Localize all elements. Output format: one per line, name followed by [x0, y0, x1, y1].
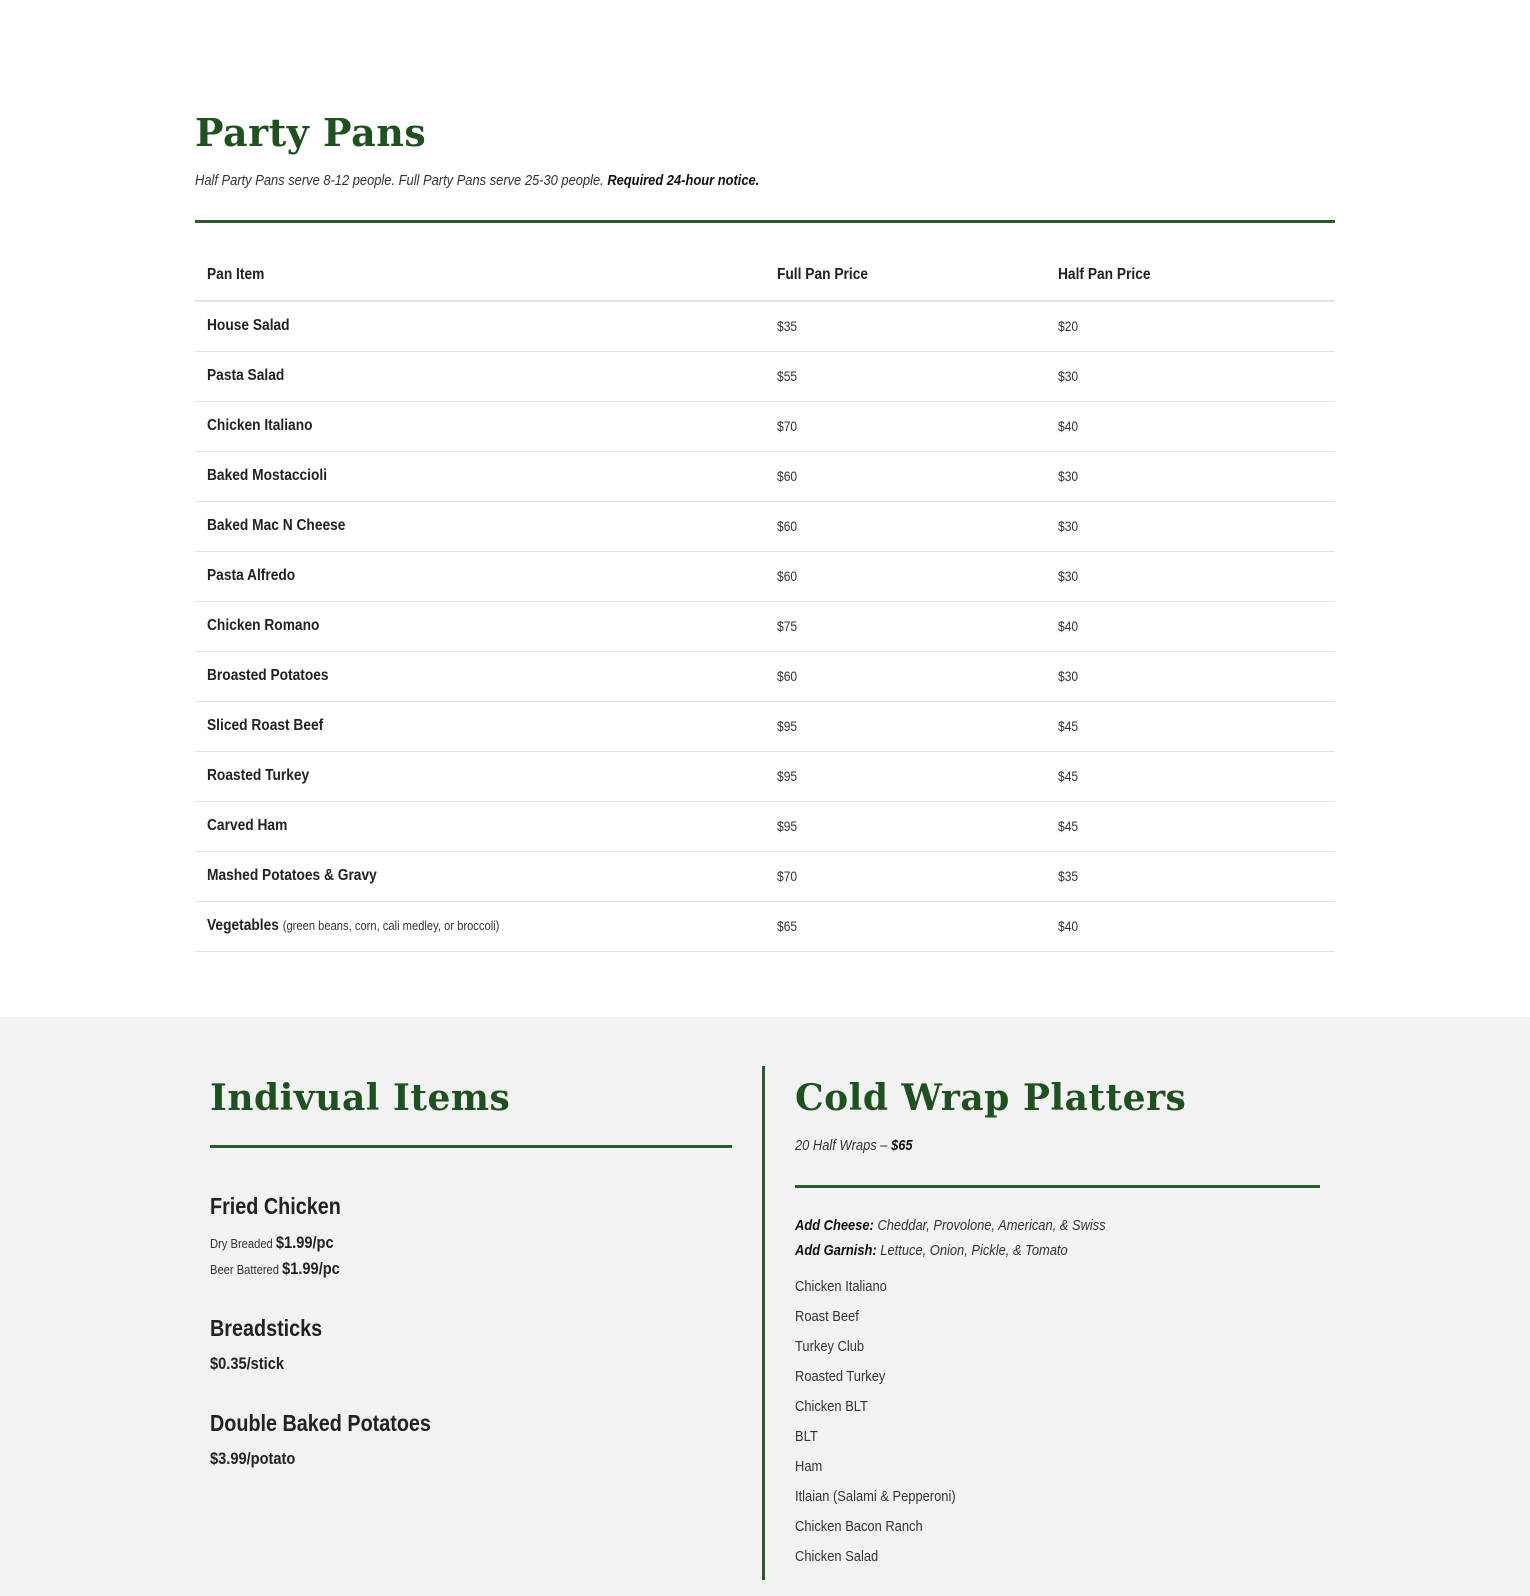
wrap-list-item: Ham [795, 1458, 823, 1475]
table-row [195, 601, 1335, 651]
double-baked-potatoes-title: Double Baked Potatoes [210, 1410, 431, 1436]
half-pan-price-cell: $45 [1046, 751, 1335, 801]
full-pan-price-cell: $35 [765, 301, 1046, 351]
fried-chicken-dry-breaded: Dry Breaded $1.99/pc [210, 1233, 334, 1252]
pan-item-name: Sliced Roast Beef [207, 717, 324, 734]
header-full-pan-price: Full Pan Price [765, 250, 1046, 301]
breadsticks-title: Breadsticks [210, 1315, 323, 1341]
table-header-row [195, 250, 1335, 301]
fried-chicken-beer-battered: Beer Battered $1.99/pc [210, 1259, 340, 1278]
individual-items-title: Indivual Items [210, 1077, 511, 1119]
table-row [195, 551, 1335, 601]
cold-wrap-platters-divider [795, 1185, 1320, 1188]
add-garnish-line: Add Garnish: Lettuce, Onion, Pickle, & Tomato [795, 1242, 1068, 1259]
fried-chicken-title: Fried Chicken [210, 1193, 341, 1219]
pan-item-cell [195, 301, 765, 351]
pan-item-cell [195, 901, 765, 951]
individual-items-divider [210, 1145, 732, 1148]
pan-item-cell [195, 801, 765, 851]
wrap-items-list [795, 1278, 982, 1578]
half-pan-price-cell: $40 [1046, 401, 1335, 451]
full-pan-price-cell: $95 [765, 751, 1046, 801]
pan-item-name: Chicken Romano [207, 617, 320, 634]
pan-item-cell [195, 551, 765, 601]
pan-item-cell [195, 601, 765, 651]
pan-item-cell [195, 351, 765, 401]
table-row [195, 301, 1335, 351]
header-pan-item: Pan Item [195, 250, 765, 301]
table-row [195, 651, 1335, 701]
pan-item-cell [195, 501, 765, 551]
wrap-list-item: Chicken Salad [795, 1548, 879, 1565]
pan-item-name: Baked Mostaccioli [207, 467, 328, 484]
full-pan-price-cell: $60 [765, 451, 1046, 501]
table-row [195, 801, 1335, 851]
half-pan-price-cell: $35 [1046, 851, 1335, 901]
wrap-list-item: Chicken BLT [795, 1398, 868, 1415]
table-row [195, 751, 1335, 801]
full-pan-price-cell: $95 [765, 701, 1046, 751]
table-row [195, 901, 1335, 951]
half-pan-price-cell: $30 [1046, 351, 1335, 401]
pan-item-note: (green beans, corn, cali medley, or broccoli) [282, 918, 500, 933]
full-pan-price-cell: $60 [765, 501, 1046, 551]
wrap-list-item: Itlaian (Salami & Pepperoni) [795, 1488, 956, 1505]
double-baked-potatoes-price: $3.99/potato [210, 1449, 296, 1468]
table-row [195, 351, 1335, 401]
full-pan-price-cell: $95 [765, 801, 1046, 851]
half-pan-price-cell: $45 [1046, 801, 1335, 851]
half-pan-price-cell: $30 [1046, 551, 1335, 601]
breadsticks-price: $0.35/stick [210, 1354, 284, 1373]
party-pans-notice: Required 24-hour notice. [607, 172, 760, 189]
pan-item-cell [195, 651, 765, 701]
half-pan-price-cell: $30 [1046, 451, 1335, 501]
wrap-list-item: Chicken Italiano [795, 1278, 887, 1295]
table-row [195, 451, 1335, 501]
full-pan-price-cell: $60 [765, 551, 1046, 601]
half-pan-price-cell: $40 [1046, 601, 1335, 651]
wrap-list-item: Roast Beef [795, 1308, 859, 1325]
party-pans-table [195, 250, 1335, 952]
pan-item-name: Carved Ham [207, 817, 288, 834]
full-pan-price-cell: $60 [765, 651, 1046, 701]
full-pan-price-cell: $70 [765, 401, 1046, 451]
party-pans-title: Party Pans [195, 110, 427, 155]
half-pan-price-cell: $40 [1046, 901, 1335, 951]
full-pan-price-cell: $75 [765, 601, 1046, 651]
pan-item-cell [195, 701, 765, 751]
table-row [195, 401, 1335, 451]
pan-item-name: Pasta Alfredo [207, 567, 296, 584]
half-pan-price-cell: $20 [1046, 301, 1335, 351]
full-pan-price-cell: $70 [765, 851, 1046, 901]
table-row [195, 501, 1335, 551]
half-pan-price-cell: $30 [1046, 651, 1335, 701]
pan-item-name: Chicken Italiano [207, 417, 313, 434]
party-pans-subtitle-text: Half Party Pans serve 8-12 people. Full Party Pans serve 25-30 people. [195, 172, 604, 189]
pan-item-name: House Salad [207, 317, 290, 335]
pan-item-cell [195, 401, 765, 451]
header-half-pan-price: Half Pan Price [1046, 250, 1335, 301]
half-pan-price-cell: $45 [1046, 701, 1335, 751]
table-row [195, 701, 1335, 751]
wrap-list-item: Roasted Turkey [795, 1368, 886, 1385]
cold-wrap-platters-subtitle: 20 Half Wraps – $65 [795, 1137, 913, 1154]
pan-item-cell [195, 851, 765, 901]
wrap-list-item: Chicken Bacon Ranch [795, 1518, 923, 1535]
party-pans-subtitle [195, 172, 759, 189]
pan-item-name: Broasted Potatoes [207, 667, 329, 684]
table-row [195, 851, 1335, 901]
wrap-list-item: BLT [795, 1428, 818, 1445]
full-pan-price-cell: $55 [765, 351, 1046, 401]
half-pan-price-cell: $30 [1046, 501, 1335, 551]
wrap-list-item: Turkey Club [795, 1338, 865, 1355]
column-divider [762, 1066, 765, 1580]
full-pan-price-cell: $65 [765, 901, 1046, 951]
pan-item-name: Pasta Salad [207, 367, 285, 384]
add-cheese-line: Add Cheese: Cheddar, Provolone, American, & Swiss [795, 1217, 1106, 1234]
pan-item-name: Mashed Potatoes & Gravy [207, 867, 377, 884]
pan-item-name: Roasted Turkey [207, 767, 310, 784]
table-body [195, 301, 1335, 951]
pan-item-name: Vegetables [207, 917, 279, 934]
pan-item-cell [195, 751, 765, 801]
pan-item-name: Baked Mac N Cheese [207, 517, 346, 534]
cold-wrap-platters-title: Cold Wrap Platters [795, 1077, 1187, 1119]
pan-item-cell [195, 451, 765, 501]
party-pans-divider [195, 220, 1335, 223]
